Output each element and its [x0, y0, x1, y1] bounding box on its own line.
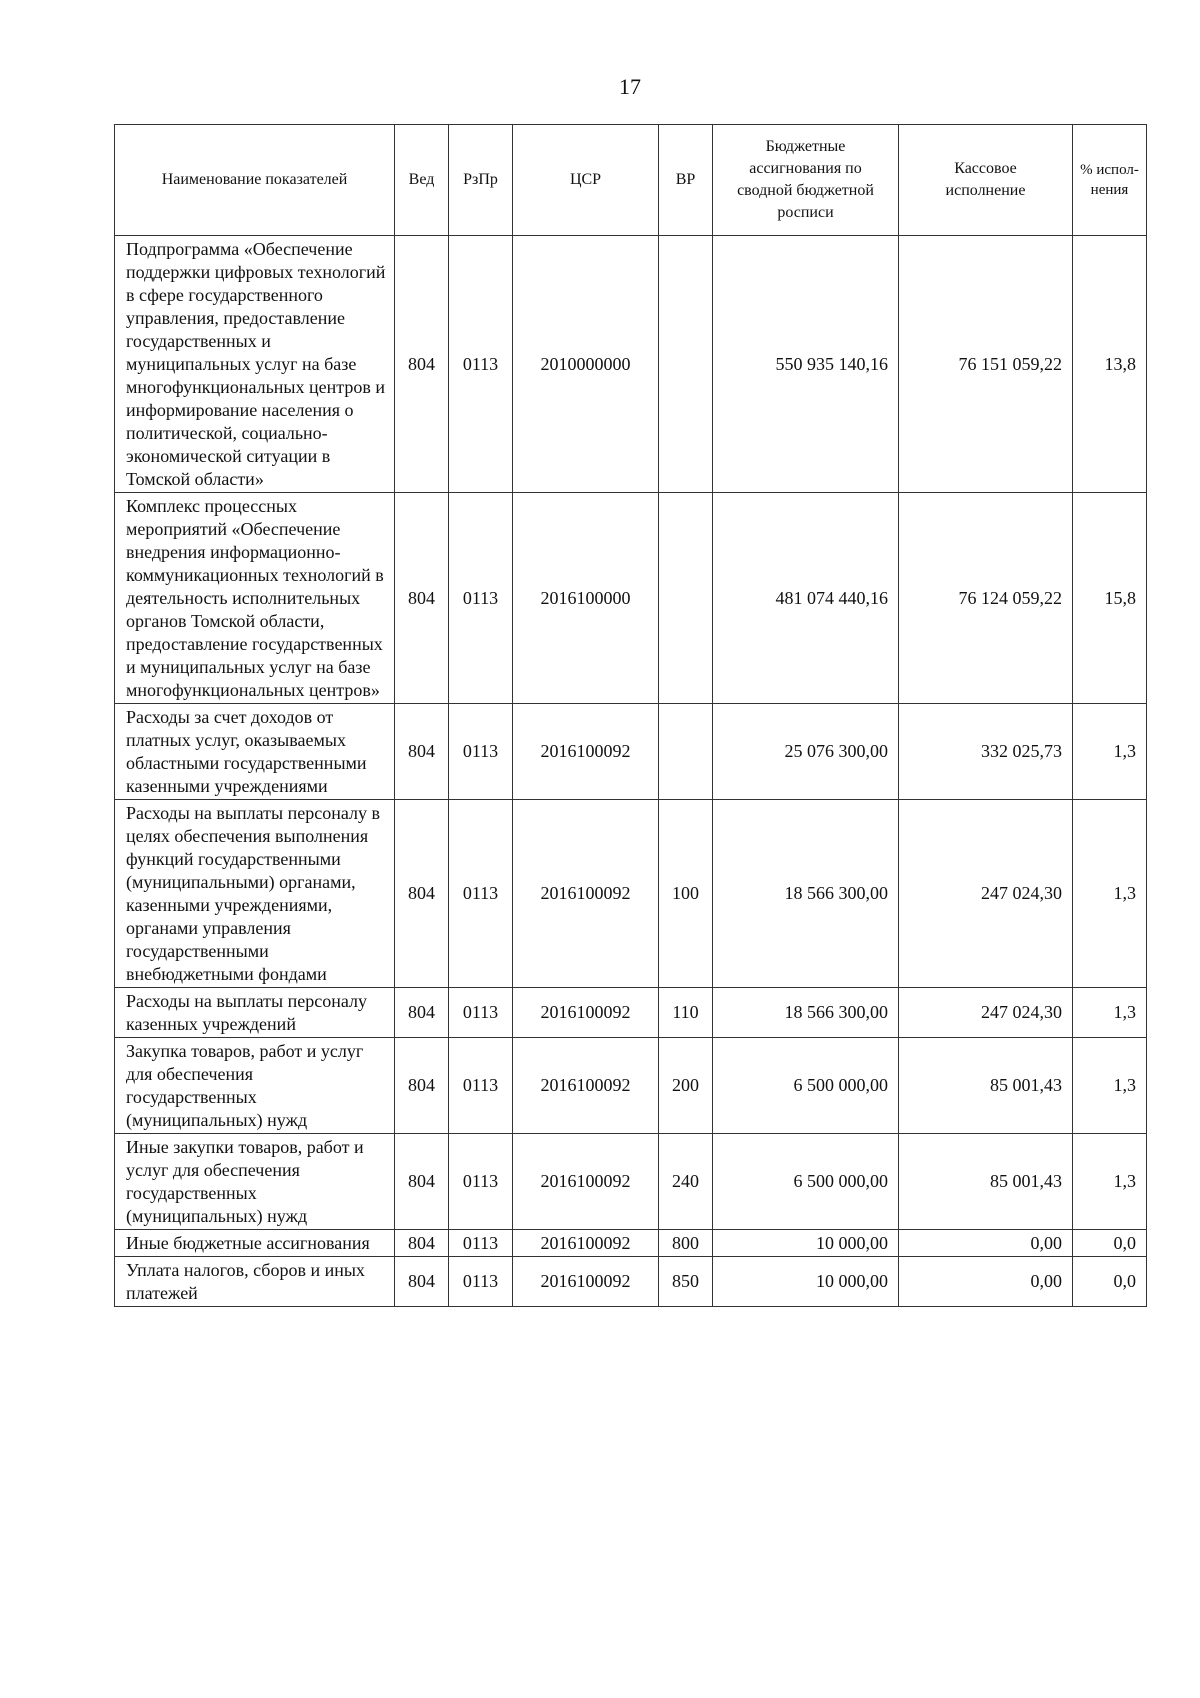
- row-name: Расходы на выплаты персоналу казенных учреждений: [115, 988, 395, 1038]
- row-rzpr: 0113: [449, 1230, 513, 1257]
- row-rzpr: 0113: [449, 1038, 513, 1134]
- row-name: Иные бюджетные ассигнования: [115, 1230, 395, 1257]
- row-cash: 76 151 059,22: [899, 236, 1073, 493]
- row-name: Иные закупки товаров, работ и услуг для обеспечения государственных (муниципальных) нужд: [115, 1134, 395, 1230]
- header-allocations: Бюджетные ассигнования по сводной бюджетной росписи: [713, 125, 899, 236]
- row-allocations: 550 935 140,16: [713, 236, 899, 493]
- row-cash: 247 024,30: [899, 988, 1073, 1038]
- row-vr: 100: [659, 800, 713, 988]
- row-percent: 1,3: [1073, 1038, 1147, 1134]
- row-cash: 247 024,30: [899, 800, 1073, 988]
- row-csr: 2016100092: [513, 1134, 659, 1230]
- row-csr: 2016100092: [513, 1230, 659, 1257]
- row-allocations: 6 500 000,00: [713, 1038, 899, 1134]
- row-rzpr: 0113: [449, 800, 513, 988]
- table-row: [115, 704, 1147, 800]
- row-name: Уплата налогов, сборов и иных платежей: [115, 1257, 395, 1307]
- header-csr: ЦСР: [513, 125, 659, 236]
- table-body: [115, 236, 1147, 1307]
- row-name: Закупка товаров, работ и услуг для обеспечения государственных (муниципальных) нужд: [115, 1038, 395, 1134]
- table-row: [115, 1134, 1147, 1230]
- header-cash-execution: Кассовое исполнение: [899, 125, 1073, 236]
- row-csr: 2016100000: [513, 493, 659, 704]
- row-vr: 110: [659, 988, 713, 1038]
- row-cash: 0,00: [899, 1230, 1073, 1257]
- table-row: [115, 1257, 1147, 1307]
- row-vr: [659, 236, 713, 493]
- row-vr: 200: [659, 1038, 713, 1134]
- row-allocations: 6 500 000,00: [713, 1134, 899, 1230]
- row-allocations: 18 566 300,00: [713, 988, 899, 1038]
- row-percent: 13,8: [1073, 236, 1147, 493]
- row-name: Комплекс процессных мероприятий «Обеспечение внедрения информационно-коммуникационных технологий в деятельность исполнительных органов Томской области, предоставление государственных и муниципальных услуг на базе многофункциональных центров»: [115, 493, 395, 704]
- table-header: [115, 125, 1147, 236]
- row-csr: 2016100092: [513, 704, 659, 800]
- row-ved: 804: [395, 236, 449, 493]
- row-ved: 804: [395, 1134, 449, 1230]
- header-name: Наименование показателей: [115, 125, 395, 236]
- table-row: [115, 236, 1147, 493]
- row-csr: 2010000000: [513, 236, 659, 493]
- header-row: [115, 125, 1147, 236]
- table-row: [115, 988, 1147, 1038]
- row-name: Расходы за счет доходов от платных услуг, оказываемых областными государственными казенными учреждениями: [115, 704, 395, 800]
- row-allocations: 481 074 440,16: [713, 493, 899, 704]
- row-percent: 15,8: [1073, 493, 1147, 704]
- row-vr: 240: [659, 1134, 713, 1230]
- row-percent: 1,3: [1073, 988, 1147, 1038]
- row-csr: 2016100092: [513, 988, 659, 1038]
- table-row: [115, 493, 1147, 704]
- row-ved: 804: [395, 1038, 449, 1134]
- row-csr: 2016100092: [513, 1257, 659, 1307]
- row-csr: 2016100092: [513, 1038, 659, 1134]
- row-rzpr: 0113: [449, 236, 513, 493]
- row-cash: 85 001,43: [899, 1134, 1073, 1230]
- row-vr: [659, 704, 713, 800]
- page-number: 17: [619, 74, 641, 99]
- row-ved: 804: [395, 988, 449, 1038]
- row-ved: 804: [395, 800, 449, 988]
- row-csr: 2016100092: [513, 800, 659, 988]
- row-cash: 76 124 059,22: [899, 493, 1073, 704]
- row-cash: 85 001,43: [899, 1038, 1073, 1134]
- budget-execution-table: [114, 124, 1147, 1307]
- row-allocations: 25 076 300,00: [713, 704, 899, 800]
- row-ved: 804: [395, 704, 449, 800]
- row-cash: 332 025,73: [899, 704, 1073, 800]
- row-rzpr: 0113: [449, 704, 513, 800]
- row-allocations: 10 000,00: [713, 1257, 899, 1307]
- row-vr: [659, 493, 713, 704]
- row-allocations: 18 566 300,00: [713, 800, 899, 988]
- row-percent: 1,3: [1073, 1134, 1147, 1230]
- header-ved: Вед: [395, 125, 449, 236]
- row-ved: 804: [395, 1230, 449, 1257]
- row-ved: 804: [395, 1257, 449, 1307]
- row-name: Расходы на выплаты персоналу в целях обеспечения выполнения функций государственными (муниципальными) органами, казенными учреждениями, органами управления государственными внебюджетными фондами: [115, 800, 395, 988]
- row-name: Подпрограмма «Обеспечение поддержки цифровых технологий в сфере государственного управления, предоставление государственных и муниципальных услуг на базе многофункциональных центров и информирование населения о политической, социально-экономической ситуации в Томской области»: [115, 236, 395, 493]
- row-cash: 0,00: [899, 1257, 1073, 1307]
- row-rzpr: 0113: [449, 1134, 513, 1230]
- row-vr: 850: [659, 1257, 713, 1307]
- row-percent: 1,3: [1073, 704, 1147, 800]
- header-vr: ВР: [659, 125, 713, 236]
- table-row: [115, 1230, 1147, 1257]
- row-vr: 800: [659, 1230, 713, 1257]
- header-percent-execution: % испол-нения: [1073, 125, 1147, 236]
- row-rzpr: 0113: [449, 1257, 513, 1307]
- row-rzpr: 0113: [449, 493, 513, 704]
- row-rzpr: 0113: [449, 988, 513, 1038]
- header-rzpr: РзПр: [449, 125, 513, 236]
- row-allocations: 10 000,00: [713, 1230, 899, 1257]
- row-ved: 804: [395, 493, 449, 704]
- row-percent: 0,0: [1073, 1257, 1147, 1307]
- row-percent: 1,3: [1073, 800, 1147, 988]
- row-percent: 0,0: [1073, 1230, 1147, 1257]
- table-row: [115, 800, 1147, 988]
- table-row: [115, 1038, 1147, 1134]
